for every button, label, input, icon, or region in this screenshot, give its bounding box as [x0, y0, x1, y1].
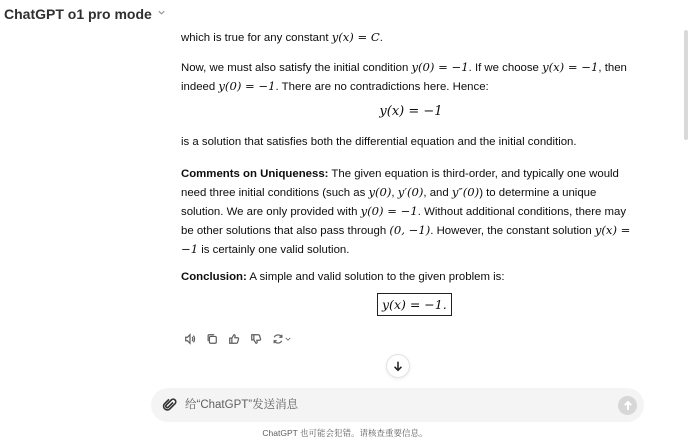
boxed-answer: y(x) = −1.	[377, 293, 452, 316]
paperclip-icon	[162, 397, 178, 413]
model-selector-button[interactable]	[4, 6, 166, 22]
math-inline: y(x) = −1	[181, 223, 631, 256]
footer-disclaimer: ChatGPT 也可能会犯错。请核查重要信息。	[262, 428, 428, 438]
chevron-down-icon	[284, 335, 292, 343]
text-span: ,	[391, 187, 398, 199]
math-inline: y(x) = −1	[542, 60, 599, 74]
text-span: A simple and valid solution to the given problem is:	[246, 271, 505, 283]
message-paragraph-uniqueness	[181, 165, 641, 259]
text-span: . Without additional conditions, there may be other solutions that also pass through	[181, 206, 627, 237]
scrollbar[interactable]	[682, 0, 688, 445]
text-span: The given equation is third-order, and typically one would need three initial conditions (such as	[181, 168, 619, 199]
scroll-to-bottom-button[interactable]	[386, 354, 410, 378]
arrow-down-icon	[392, 360, 404, 372]
math-inline: y(0) = −1	[411, 60, 469, 74]
text-span: .	[379, 32, 383, 44]
chevron-down-icon	[157, 8, 166, 20]
message-paragraph-3: is a solution that satisfies both the differential equation and the initial condition.	[181, 136, 577, 148]
top-bar	[0, 0, 690, 30]
scrollbar-thumb[interactable]	[684, 30, 688, 140]
message-paragraph-1	[181, 28, 383, 47]
text-span: . If we choose	[468, 62, 543, 74]
thumbs-down-button[interactable]	[249, 332, 263, 346]
bold-heading: Comments on Uniqueness:	[181, 168, 329, 180]
bold-heading: Conclusion:	[181, 271, 247, 283]
text-span: ) to determine a unique solution. We are only provided with	[181, 187, 597, 218]
message-paragraph-conclusion	[181, 268, 505, 286]
read-aloud-button[interactable]	[183, 332, 197, 346]
text-span: , then indeed	[181, 62, 627, 93]
message-composer	[151, 388, 644, 422]
copy-button[interactable]	[205, 332, 219, 346]
math-inline: y″(0)	[451, 185, 480, 199]
attach-button[interactable]	[162, 397, 178, 413]
math-inline: y(0)	[368, 185, 392, 199]
thumbs-down-icon	[250, 333, 262, 345]
regenerate-icon	[272, 333, 284, 345]
text-span: . However, the constant solution	[430, 225, 595, 237]
message-paragraph-2	[181, 58, 641, 96]
math-inline: y(0) = −1	[360, 204, 418, 218]
model-label: ChatGPT o1 pro mode	[4, 6, 152, 22]
regenerate-button[interactable]	[271, 332, 293, 346]
arrow-up-icon	[623, 401, 633, 411]
math-inline: y(0) = −1	[218, 79, 276, 93]
thumbs-up-icon	[228, 333, 240, 345]
send-button[interactable]	[618, 396, 637, 415]
message-input[interactable]	[185, 397, 605, 413]
math-inline: y(x) = C	[331, 30, 380, 44]
math-inline: y′(0)	[397, 185, 424, 199]
text-span: which is true for any constant	[181, 32, 332, 44]
text-span: , and	[423, 187, 452, 199]
text-span: is certainly one valid solution.	[198, 244, 350, 256]
speaker-icon	[184, 333, 196, 345]
math-inline: (0, −1)	[389, 223, 431, 237]
message-actions	[183, 332, 293, 346]
copy-icon	[206, 333, 218, 345]
display-equation: y(x) = −1	[379, 104, 443, 119]
thumbs-up-button[interactable]	[227, 332, 241, 346]
text-span: Now, we must also satisfy the initial condition	[181, 62, 412, 74]
text-span: . There are no contradictions here. Hence:	[275, 81, 489, 93]
